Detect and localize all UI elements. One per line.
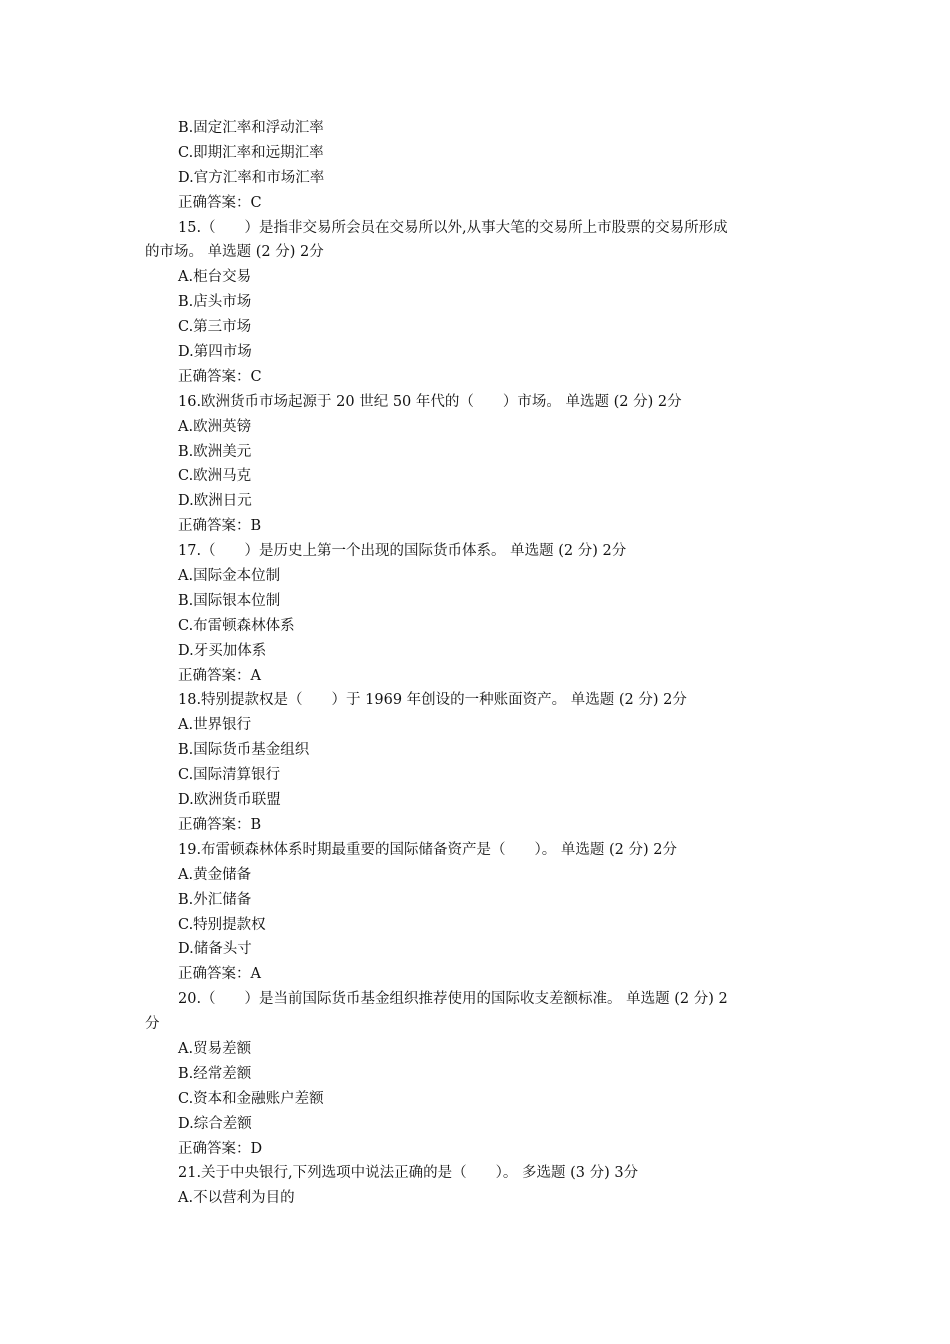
answer-option: A.柜台交易 [178, 269, 252, 286]
question-stem: 19.布雷顿森林体系时期最重要的国际储备资产是（ ）。 单选题 (2 分) 2分 [178, 841, 678, 858]
answer-option: D.官方汇率和市场汇率 [178, 169, 325, 186]
answer-option: C.第三市场 [178, 319, 252, 336]
answer-option: D.第四市场 [178, 344, 252, 361]
answer-option: A.不以营利为目的 [178, 1190, 295, 1207]
answer-option: A.欧洲英镑 [178, 418, 252, 435]
answer-option: A.贸易差额 [178, 1040, 252, 1057]
document-page [0, 116, 950, 1211]
question-stem-continuation: 分 [145, 1016, 160, 1033]
answer-option: B.欧洲美元 [178, 443, 252, 460]
answer-option: B.店头市场 [178, 294, 252, 311]
answer-option: D.欧洲货币联盟 [178, 792, 281, 809]
answer-option: C.国际清算银行 [178, 767, 281, 784]
question-stem-continuation: 的市场。 单选题 (2 分) 2分 [145, 244, 324, 261]
answer-option: B.国际货币基金组织 [178, 742, 310, 759]
answer-option: C.布雷顿森林体系 [178, 617, 295, 634]
question-stem: 16.欧洲货币市场起源于 20 世纪 50 年代的（ ）市场。 单选题 (2 分) 2分 [178, 393, 682, 410]
question-stem-line: 15.（ ）是指非交易所会员在交易所以外,从事大笔的交易所上市股票的交易所形成 [178, 219, 728, 236]
question-stem-line: 20.（ ）是当前国际货币基金组织推荐使用的国际收支差额标准。 单选题 (2 分) 2 [178, 991, 728, 1008]
correct-answer: 正确答案：A [178, 667, 261, 684]
question-stem: 18.特别提款权是（ ）于 1969 年创设的一种账面资产。 单选题 (2 分) 2分 [178, 692, 687, 709]
answer-option: D.欧洲日元 [178, 493, 252, 510]
answer-option: B.国际银本位制 [178, 592, 281, 609]
correct-answer: 正确答案：D [178, 1140, 263, 1157]
correct-answer: 正确答案：A [178, 966, 261, 983]
answer-option: D.综合差额 [178, 1115, 252, 1132]
question-stem [0, 987, 950, 1037]
question-stem [0, 216, 950, 266]
answer-option: D.储备头寸 [178, 941, 252, 958]
answer-option: A.国际金本位制 [178, 568, 281, 585]
answer-option: C.特别提款权 [178, 916, 266, 933]
answer-option: D.牙买加体系 [178, 642, 267, 659]
correct-answer: 正确答案：B [178, 816, 262, 833]
answer-option: B.经常差额 [178, 1065, 252, 1082]
answer-option: A.黄金储备 [178, 866, 252, 883]
question-stem: 21.关于中央银行,下列选项中说法正确的是（ ）。 多选题 (3 分) 3分 [178, 1165, 639, 1182]
question-stem: 17.（ ）是历史上第一个出现的国际货币体系。 单选题 (2 分) 2分 [178, 543, 627, 560]
correct-answer: 正确答案：B [178, 518, 262, 535]
answer-option: B.外汇储备 [178, 891, 252, 908]
correct-answer: 正确答案：C [178, 194, 262, 211]
correct-answer: 正确答案：C [178, 368, 262, 385]
answer-option: B.固定汇率和浮动汇率 [178, 120, 324, 136]
answer-option: C.资本和金融账户差额 [178, 1090, 324, 1107]
answer-option: C.即期汇率和远期汇率 [178, 144, 324, 161]
answer-option: C.欧洲马克 [178, 468, 252, 485]
answer-option: A.世界银行 [178, 717, 252, 734]
